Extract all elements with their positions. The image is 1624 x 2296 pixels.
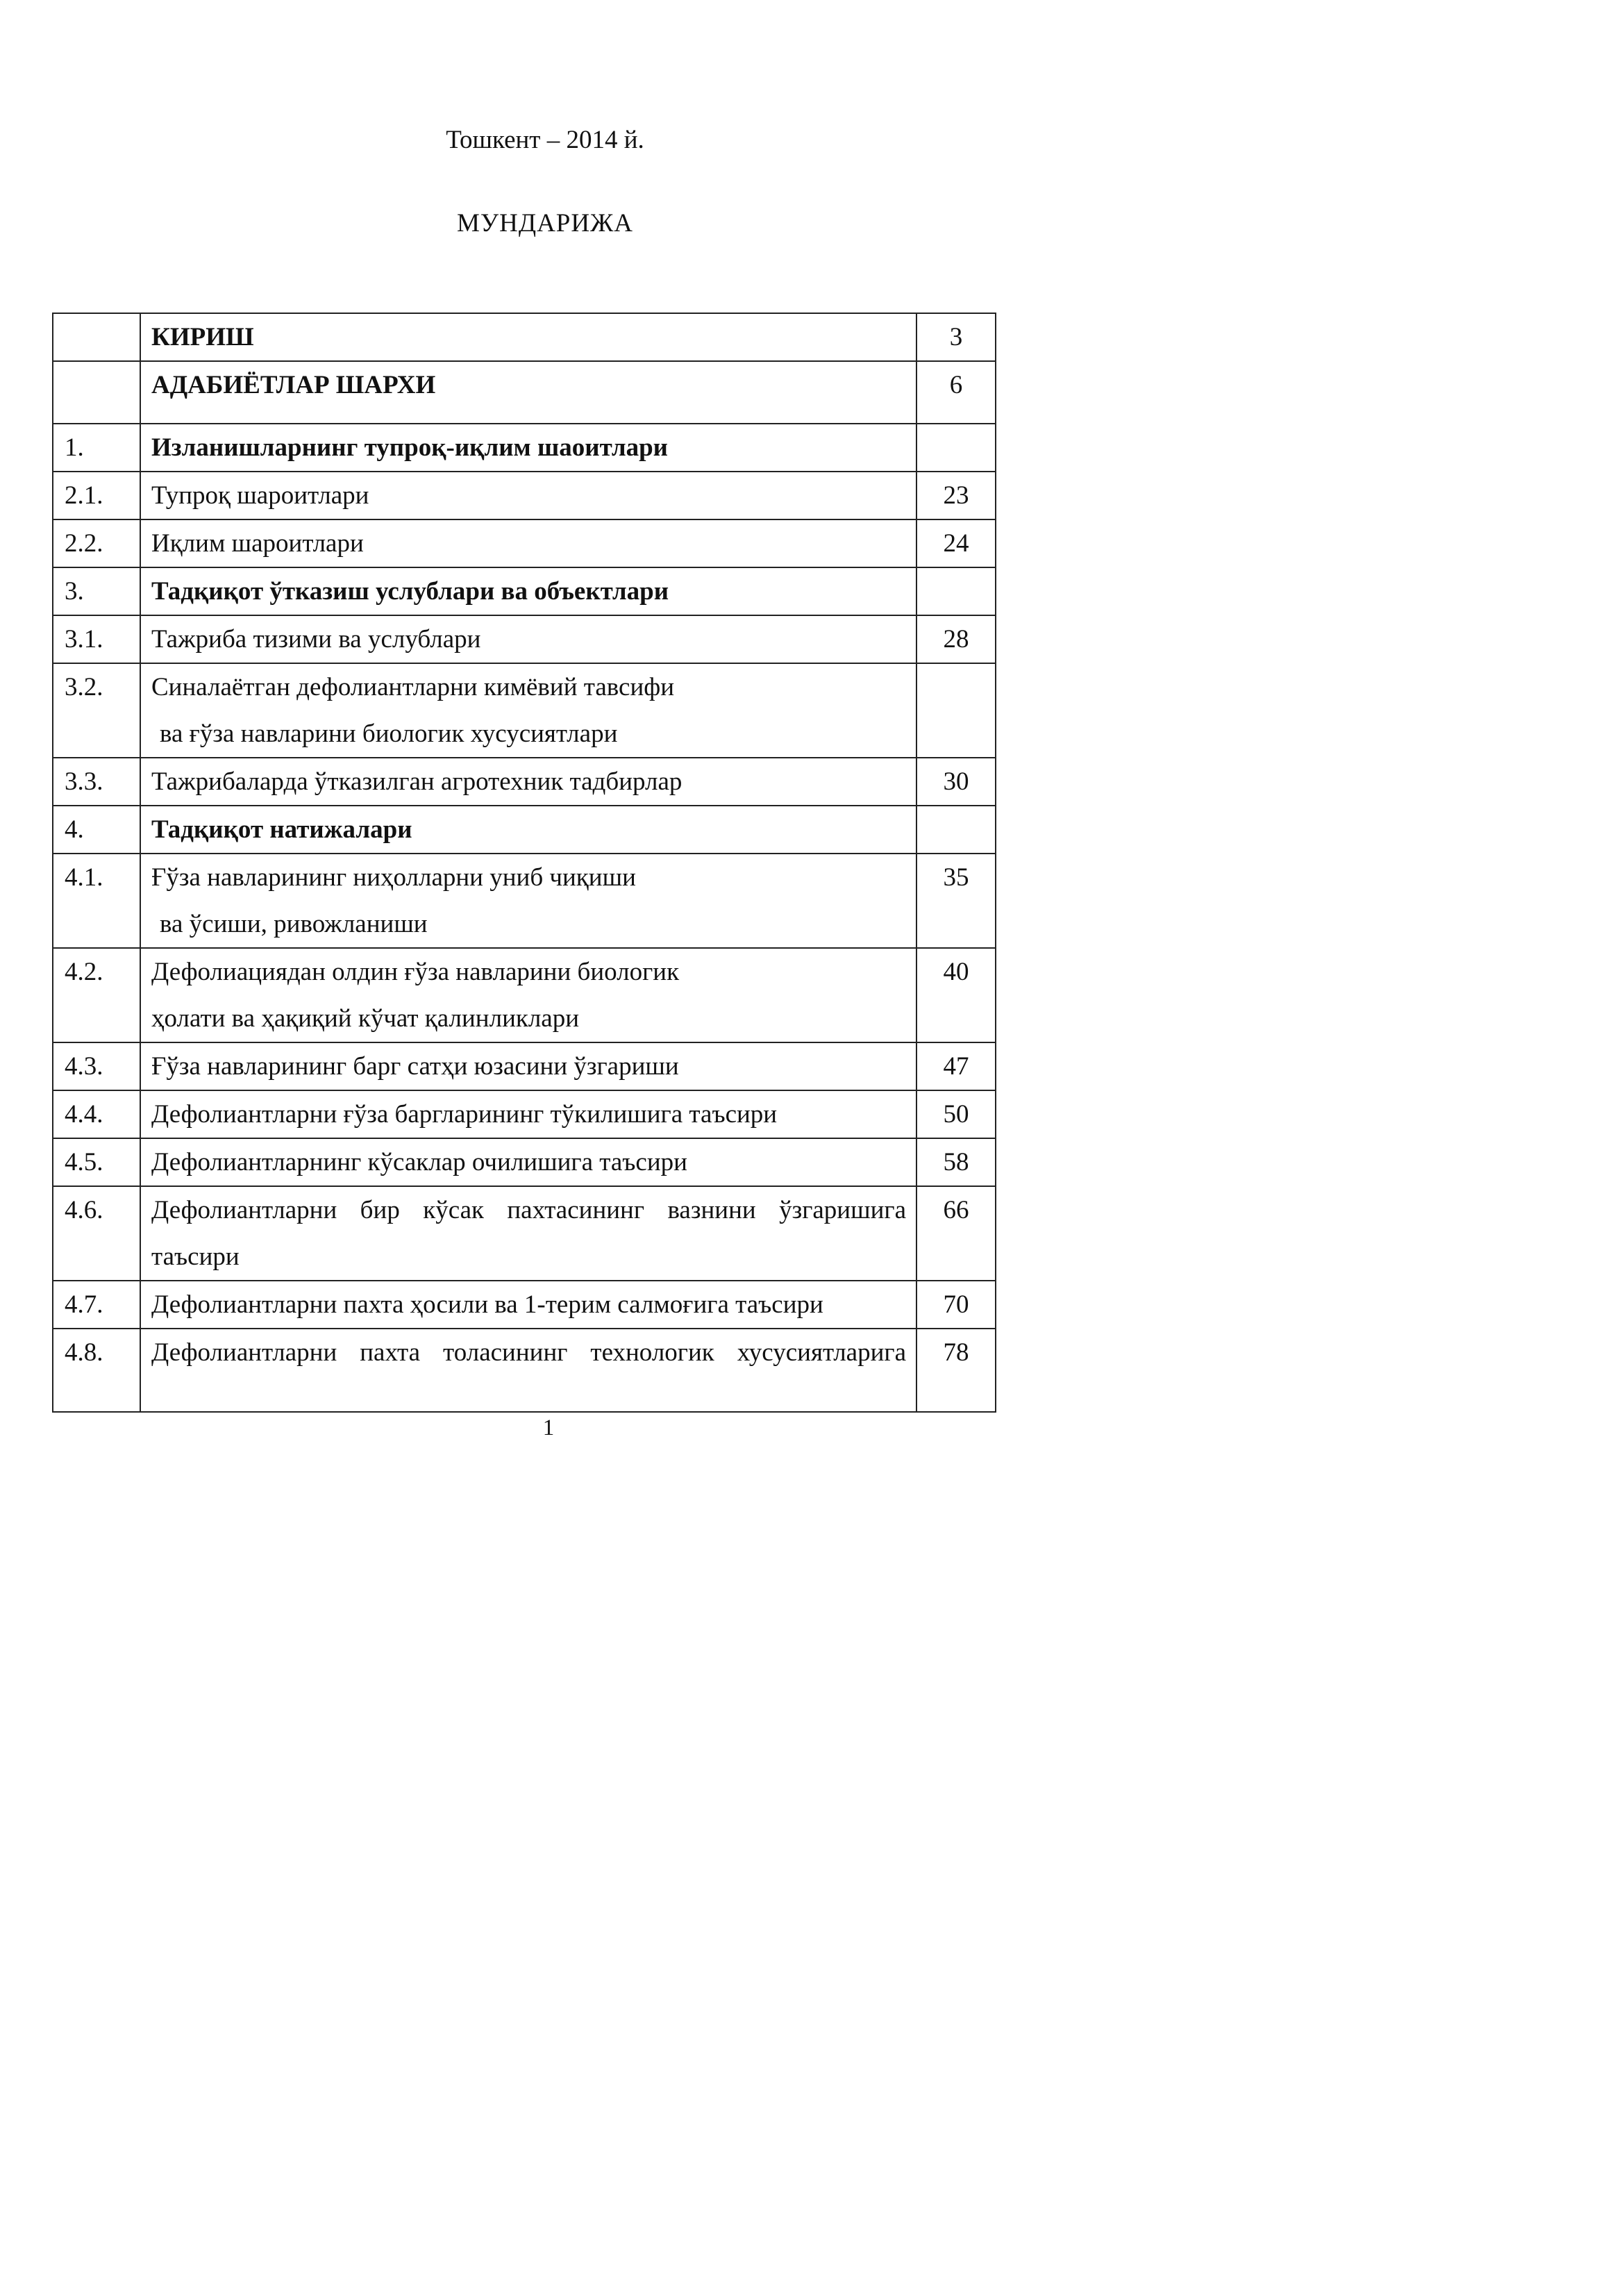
title-line: Дефолиантларни бир кўсак пахтасининг вазнини ўзгаришига bbox=[151, 1196, 906, 1224]
section-title bbox=[140, 519, 916, 567]
table-row bbox=[53, 806, 996, 854]
page-number-cell: 35 bbox=[916, 854, 996, 948]
page-number-cell: 66 bbox=[916, 1186, 996, 1281]
page-number-cell: 40 bbox=[916, 948, 996, 1042]
table-row bbox=[53, 313, 996, 361]
title-line: ва ғўза навларини биологик хусусиятлари bbox=[160, 719, 618, 748]
table-of-contents bbox=[52, 313, 996, 1413]
title-line: Тадқиқот натижалари bbox=[151, 815, 412, 844]
section-title bbox=[140, 1138, 916, 1186]
page-number-cell: 47 bbox=[916, 1042, 996, 1090]
section-number bbox=[53, 361, 140, 424]
title-line: Тажрибаларда ўтказилган агротехник тадбирлар bbox=[151, 767, 683, 796]
table-row bbox=[53, 663, 996, 758]
section-title bbox=[140, 663, 916, 758]
section-number: 4.2. bbox=[53, 948, 140, 1042]
section-title bbox=[140, 1329, 916, 1412]
page-number-cell: 24 bbox=[916, 519, 996, 567]
page-number-cell: 78 bbox=[916, 1329, 996, 1412]
title-line: Тажриба тизими ва услублари bbox=[151, 625, 481, 654]
section-title bbox=[140, 854, 916, 948]
section-title bbox=[140, 472, 916, 519]
page-number-cell bbox=[916, 567, 996, 615]
table-row bbox=[53, 519, 996, 567]
section-number: 2.2. bbox=[53, 519, 140, 567]
table-row bbox=[53, 1329, 996, 1412]
page-number-cell: 30 bbox=[916, 758, 996, 806]
page-number: 1 bbox=[542, 1415, 555, 1440]
table-row bbox=[53, 1090, 996, 1138]
table-row bbox=[53, 854, 996, 948]
page-number-cell bbox=[916, 806, 996, 854]
section-number: 3.1. bbox=[53, 615, 140, 663]
title-line: ва ўсиши, ривожланиши bbox=[160, 910, 428, 938]
title-line: Тадқиқот ўтказиш услублари ва объектлари bbox=[151, 577, 669, 606]
document-heading: МУНДАРИЖА bbox=[457, 209, 633, 238]
section-title bbox=[140, 1186, 916, 1281]
table-row bbox=[53, 1138, 996, 1186]
title-line: Дефолиантларни ғўза баргларининг тўкилишига таъсири bbox=[151, 1100, 778, 1129]
section-number bbox=[53, 313, 140, 361]
page-number-cell: 6 bbox=[916, 361, 996, 424]
page-number-cell: 23 bbox=[916, 472, 996, 519]
page-number-cell: 50 bbox=[916, 1090, 996, 1138]
section-number: 4.7. bbox=[53, 1281, 140, 1329]
table-row bbox=[53, 472, 996, 519]
table-row bbox=[53, 615, 996, 663]
page-number-cell bbox=[916, 424, 996, 472]
title-line: Иқлим шароитлари bbox=[151, 529, 364, 558]
page-number-cell: 70 bbox=[916, 1281, 996, 1329]
section-number: 4.1. bbox=[53, 854, 140, 948]
section-number: 3. bbox=[53, 567, 140, 615]
page-number-cell bbox=[916, 663, 996, 758]
section-title bbox=[140, 806, 916, 854]
section-title bbox=[140, 1090, 916, 1138]
section-number: 1. bbox=[53, 424, 140, 472]
section-number: 4.5. bbox=[53, 1138, 140, 1186]
title-line: АДАБИЁТЛАР ШАРХИ bbox=[151, 371, 436, 399]
section-number: 4.6. bbox=[53, 1186, 140, 1281]
section-title bbox=[140, 1281, 916, 1329]
section-number: 4.4. bbox=[53, 1090, 140, 1138]
section-title bbox=[140, 313, 916, 361]
title-line: Ғўза навларининг барг сатҳи юзасини ўзгариши bbox=[151, 1052, 679, 1081]
table-row bbox=[53, 361, 996, 424]
title-line: таъсири bbox=[151, 1242, 240, 1271]
title-line: Тупроқ шароитлари bbox=[151, 481, 369, 510]
section-number: 4.3. bbox=[53, 1042, 140, 1090]
title-line: ҳолати ва ҳақиқий кўчат қалинликлари bbox=[151, 1004, 580, 1033]
table-row bbox=[53, 1042, 996, 1090]
title-line: Дефолиантларни пахта ҳосили ва 1-терим салмоғига таъсири bbox=[151, 1290, 823, 1319]
title-line: Синалаётган дефолиантларни кимёвий тавсифи bbox=[151, 673, 675, 701]
section-title bbox=[140, 948, 916, 1042]
table-row bbox=[53, 758, 996, 806]
table-row bbox=[53, 1281, 996, 1329]
section-title bbox=[140, 361, 916, 424]
section-title bbox=[140, 758, 916, 806]
page-number-cell: 3 bbox=[916, 313, 996, 361]
page-number-cell: 28 bbox=[916, 615, 996, 663]
section-title bbox=[140, 1042, 916, 1090]
section-title bbox=[140, 615, 916, 663]
place-year: Тошкент – 2014 й. bbox=[446, 126, 644, 154]
section-title bbox=[140, 567, 916, 615]
section-number: 4.8. bbox=[53, 1329, 140, 1412]
title-line: Дефолиантларнинг кўсаклар очилишига таъсири bbox=[151, 1148, 687, 1176]
table-row bbox=[53, 1186, 996, 1281]
section-number: 3.3. bbox=[53, 758, 140, 806]
title-line: Ғўза навларининг ниҳолларни униб чиқиши bbox=[151, 863, 636, 892]
title-line: Дефолиациядан олдин ғўза навларини биологик bbox=[151, 958, 680, 986]
section-number: 2.1. bbox=[53, 472, 140, 519]
title-line: Дефолиантларни пахта толасининг технологик хусусиятларига bbox=[151, 1338, 906, 1367]
title-line: КИРИШ bbox=[151, 323, 254, 351]
table-row bbox=[53, 948, 996, 1042]
page-number-cell: 58 bbox=[916, 1138, 996, 1186]
table-row bbox=[53, 567, 996, 615]
section-number: 3.2. bbox=[53, 663, 140, 758]
section-number: 4. bbox=[53, 806, 140, 854]
section-title bbox=[140, 424, 916, 472]
table-row bbox=[53, 424, 996, 472]
title-line: Изланишларнинг тупроқ-иқлим шаоитлари bbox=[151, 433, 668, 462]
